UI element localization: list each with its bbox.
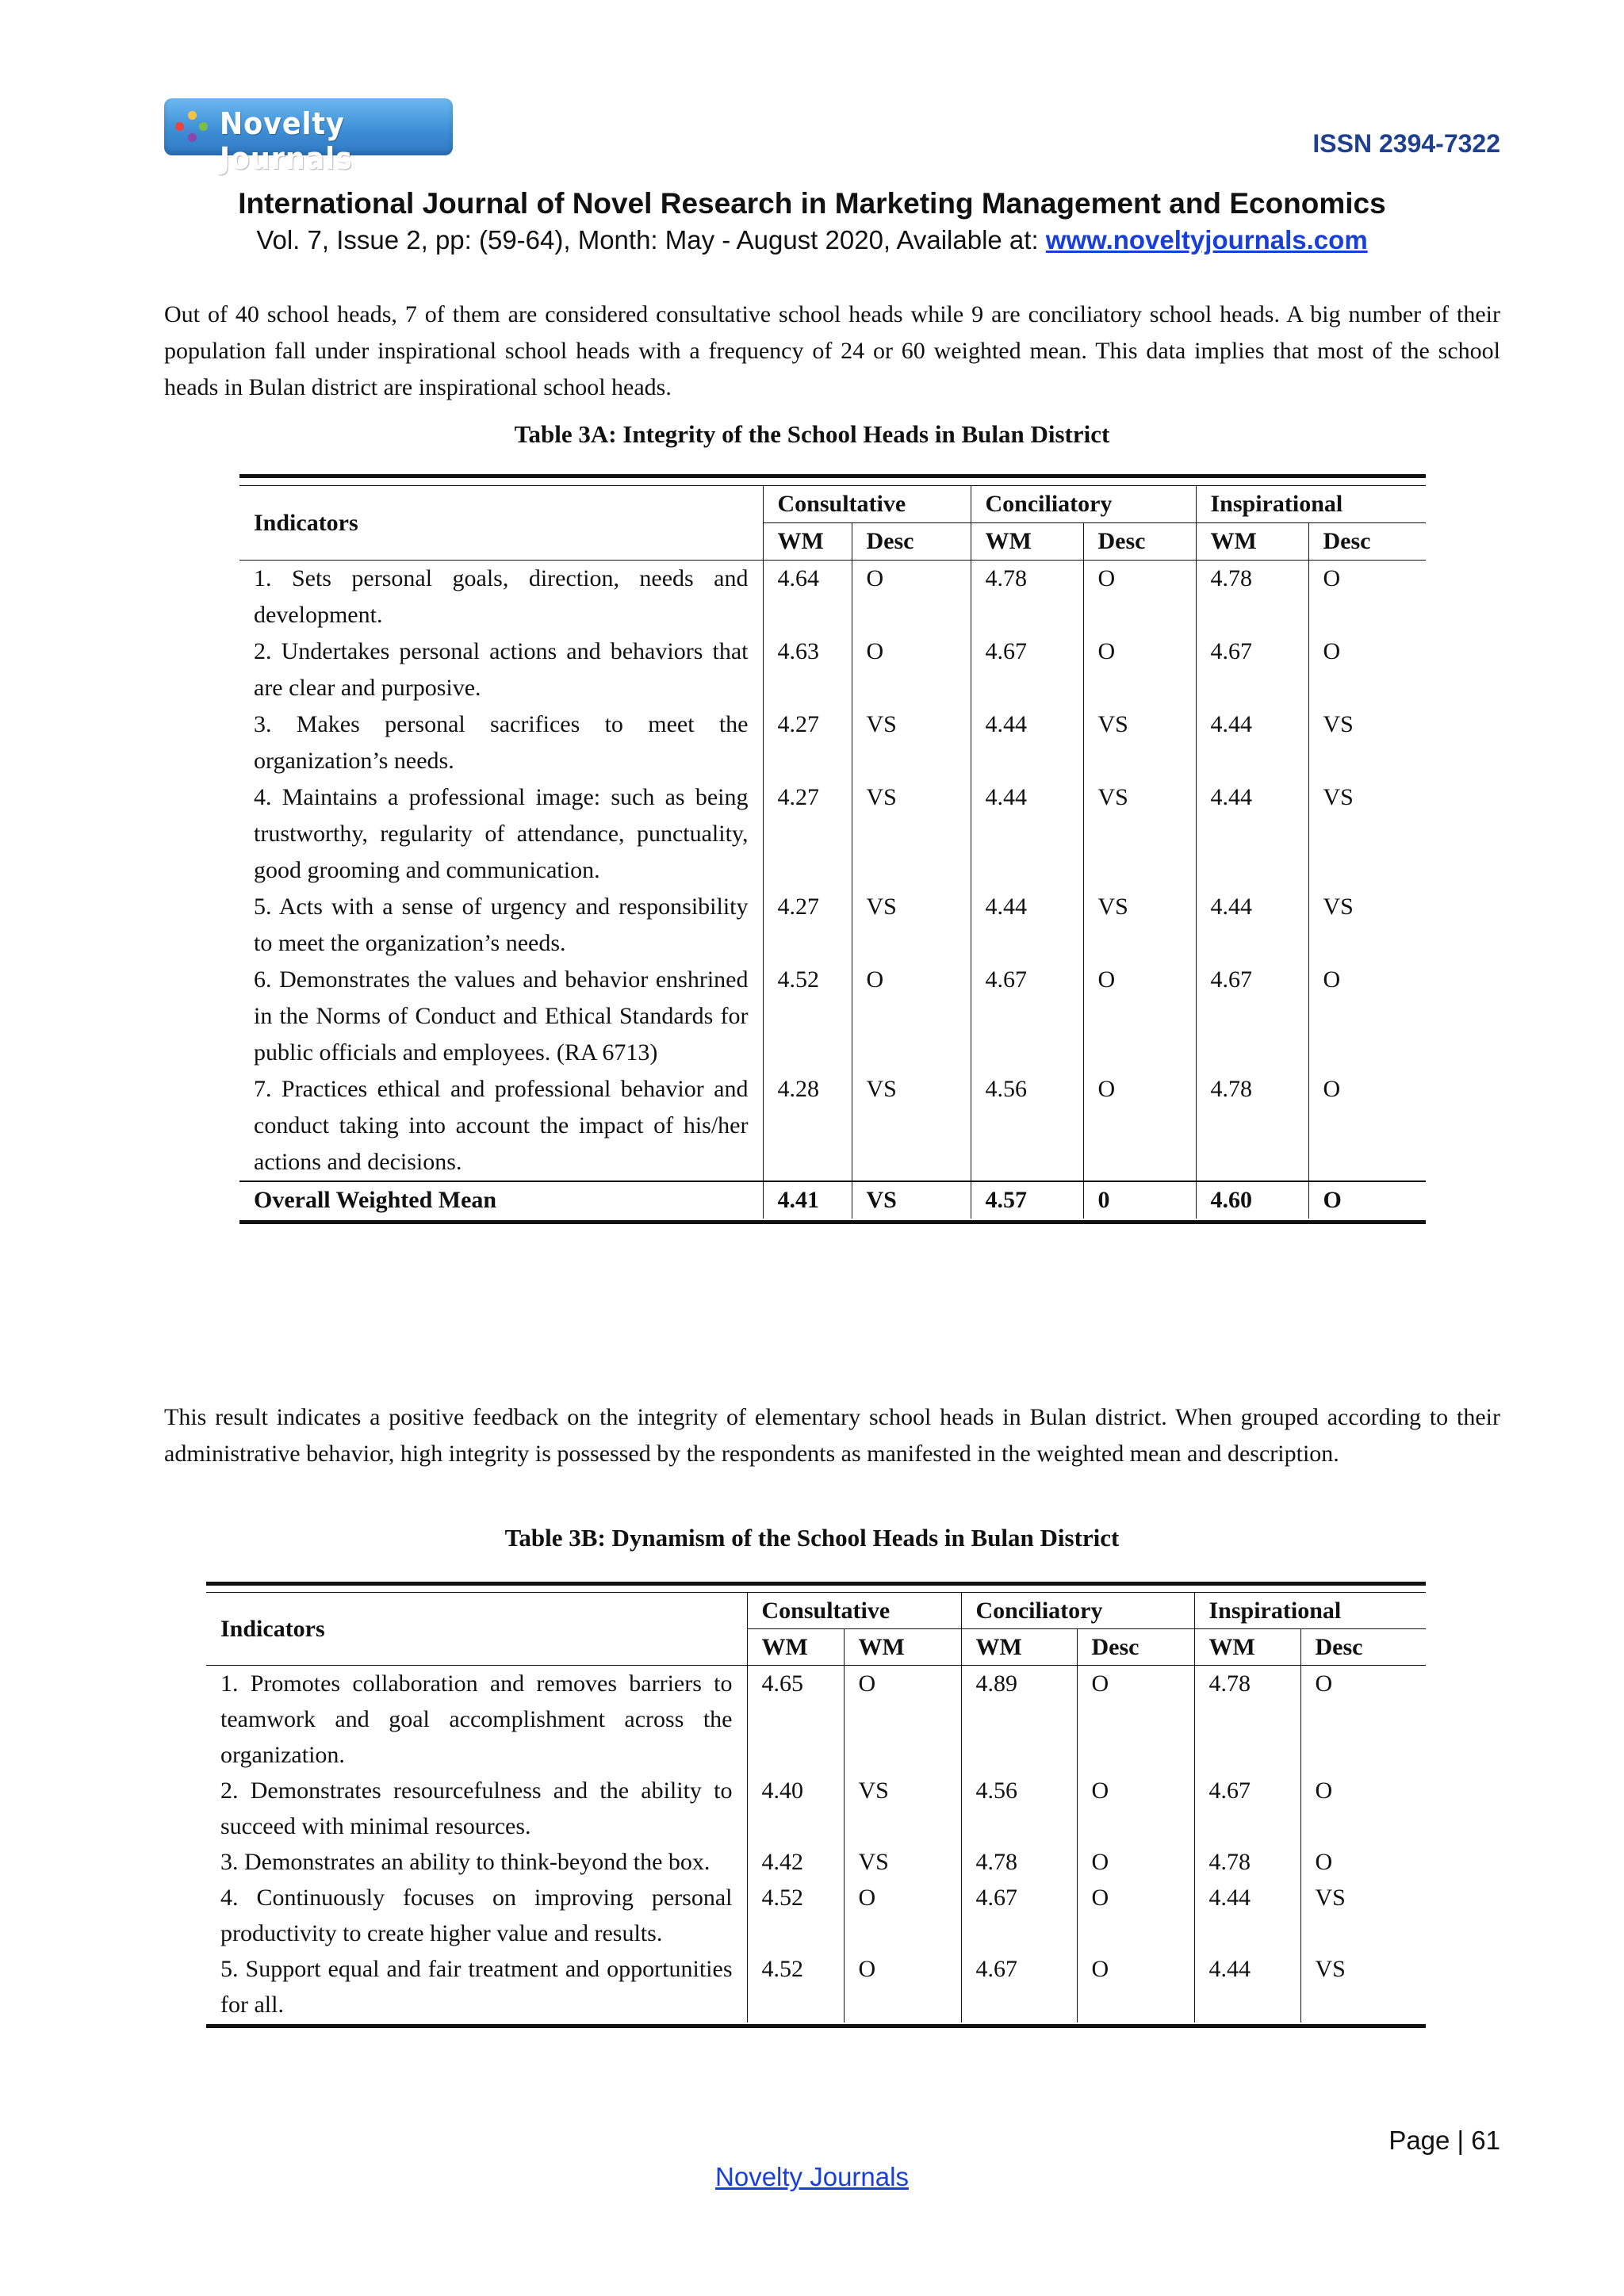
footer-link[interactable]: Novelty Journals bbox=[715, 2162, 909, 2191]
value-cell: O bbox=[1323, 1076, 1341, 1102]
value-cell: VS bbox=[852, 889, 971, 962]
value-cell: O bbox=[852, 561, 971, 634]
value-cell: 4.64 bbox=[763, 561, 852, 634]
table-3a bbox=[239, 485, 1426, 1219]
table-row bbox=[239, 706, 1426, 779]
indicator-cell: 5. Support equal and fair treatment and opportunities for all. bbox=[206, 1951, 747, 2022]
indicator-cell: 6. Demonstrates the values and behavior enshrined in the Norms of Conduct and Ethical Standards for public officials and employees. (RA 6713) bbox=[239, 962, 763, 1071]
value-cell: O bbox=[1315, 1849, 1333, 1875]
subheader: Desc bbox=[1083, 523, 1196, 561]
subheader: WM bbox=[763, 523, 852, 561]
subheader: Desc bbox=[1323, 528, 1371, 554]
overall-value: VS bbox=[852, 1181, 971, 1219]
volume-info-text: Vol. 7, Issue 2, pp: (59-64), Month: May - August 2020, Available at: bbox=[256, 225, 1046, 254]
subheader: WM bbox=[1196, 523, 1308, 561]
journal-title: International Journal of Novel Research in Marketing Management and Economics bbox=[238, 187, 1386, 220]
subheader: WM bbox=[844, 1629, 961, 1666]
value-cell: O bbox=[1077, 1773, 1194, 1844]
value-cell: O bbox=[1323, 966, 1341, 993]
value-cell: 4.44 bbox=[1196, 779, 1308, 889]
value-cell: 4.67 bbox=[1194, 1773, 1300, 1844]
value-cell: O bbox=[1077, 1951, 1194, 2022]
value-cell: O bbox=[844, 1951, 961, 2022]
value-cell: VS bbox=[1315, 1956, 1346, 1982]
website-link[interactable]: www.noveltyjournals.com bbox=[1045, 225, 1368, 254]
value-cell: O bbox=[1083, 633, 1196, 706]
table-row bbox=[239, 1071, 1426, 1181]
issn: ISSN 2394-7322 bbox=[1312, 129, 1500, 158]
indicator-cell: 1. Promotes collaboration and removes barriers to teamwork and goal accomplishment across the organization. bbox=[206, 1666, 747, 1774]
value-cell: 4.40 bbox=[747, 1773, 844, 1844]
value-cell: 4.28 bbox=[763, 1071, 852, 1181]
subheader: WM bbox=[971, 523, 1083, 561]
table-3a-caption: Table 3A: Integrity of the School Heads in Bulan District bbox=[514, 420, 1110, 448]
table-row bbox=[206, 1844, 1426, 1880]
table-3b-caption: Table 3B: Dynamism of the School Heads in Bulan District bbox=[504, 1524, 1120, 1552]
subheader: Desc bbox=[1077, 1629, 1194, 1666]
value-cell: 4.56 bbox=[961, 1773, 1077, 1844]
value-cell: O bbox=[1323, 565, 1341, 591]
value-cell: 4.89 bbox=[961, 1666, 1077, 1774]
indicator-cell: 2. Demonstrates resourcefulness and the ability to succeed with minimal resources. bbox=[206, 1773, 747, 1844]
table-3a-top-rule bbox=[239, 474, 1426, 478]
table-row bbox=[239, 561, 1426, 634]
overall-value: 0 bbox=[1083, 1181, 1196, 1219]
value-cell: 4.67 bbox=[961, 1880, 1077, 1951]
page-number: Page | 61 bbox=[1388, 2126, 1500, 2155]
value-cell: O bbox=[1077, 1666, 1194, 1774]
logo-dots-icon bbox=[175, 111, 209, 144]
subheader: Desc bbox=[1315, 1634, 1363, 1660]
indicator-cell: 3. Demonstrates an ability to think-beyond the box. bbox=[206, 1844, 747, 1880]
subheader: WM bbox=[747, 1629, 844, 1666]
value-cell: O bbox=[1083, 962, 1196, 1071]
value-cell: O bbox=[1077, 1880, 1194, 1951]
table-3b-top-rule bbox=[206, 1582, 1426, 1586]
value-cell: VS bbox=[1315, 1885, 1346, 1911]
indicator-cell: 4. Continuously focuses on improving personal productivity to create higher value and results. bbox=[206, 1880, 747, 1951]
value-cell: 4.67 bbox=[971, 633, 1083, 706]
indicator-cell: 7. Practices ethical and professional behavior and conduct taking into account the impact of his/her actions and decisions. bbox=[239, 1071, 763, 1181]
value-cell: VS bbox=[844, 1844, 961, 1880]
table-row bbox=[239, 889, 1426, 962]
value-cell: 4.78 bbox=[1194, 1844, 1300, 1880]
overall-value: 4.57 bbox=[971, 1181, 1083, 1219]
value-cell: 4.63 bbox=[763, 633, 852, 706]
table-row bbox=[206, 1880, 1426, 1951]
value-cell: O bbox=[1083, 1071, 1196, 1181]
overall-value: O bbox=[1323, 1187, 1342, 1213]
value-cell: 4.67 bbox=[971, 962, 1083, 1071]
value-cell: 4.44 bbox=[971, 706, 1083, 779]
value-cell: VS bbox=[1323, 784, 1354, 810]
overall-value: 4.60 bbox=[1196, 1181, 1308, 1219]
indicator-cell: 5. Acts with a sense of urgency and responsibility to meet the organization’s needs. bbox=[239, 889, 763, 962]
value-cell: 4.65 bbox=[747, 1666, 844, 1774]
value-cell: VS bbox=[1083, 779, 1196, 889]
value-cell: 4.67 bbox=[1196, 962, 1308, 1071]
value-cell: 4.52 bbox=[747, 1880, 844, 1951]
table-row bbox=[239, 779, 1426, 889]
value-cell: 4.27 bbox=[763, 706, 852, 779]
logo-text: Novelty Journals bbox=[220, 106, 353, 176]
value-cell: O bbox=[1077, 1844, 1194, 1880]
table-3b bbox=[206, 1592, 1426, 2022]
value-cell: VS bbox=[1083, 706, 1196, 779]
table-row bbox=[206, 1773, 1426, 1844]
value-cell: VS bbox=[844, 1773, 961, 1844]
table-3a-bottom-rule bbox=[239, 1220, 1426, 1224]
value-cell: 4.42 bbox=[747, 1844, 844, 1880]
group-header-consultative: Consultative bbox=[747, 1593, 961, 1629]
table-row bbox=[206, 1951, 1426, 2022]
group-header-consultative: Consultative bbox=[763, 486, 971, 523]
table-row bbox=[206, 1666, 1426, 1774]
overall-label: Overall Weighted Mean bbox=[239, 1181, 763, 1219]
value-cell: VS bbox=[852, 706, 971, 779]
journal-volume-info bbox=[0, 225, 1624, 255]
table-3b-bottom-rule bbox=[206, 2024, 1426, 2028]
group-header-inspirational: Inspirational bbox=[1194, 1593, 1426, 1629]
value-cell: VS bbox=[852, 1071, 971, 1181]
value-cell: VS bbox=[1323, 711, 1354, 737]
value-cell: 4.27 bbox=[763, 779, 852, 889]
value-cell: O bbox=[1083, 561, 1196, 634]
value-cell: O bbox=[852, 633, 971, 706]
group-header-inspirational: Inspirational bbox=[1196, 486, 1426, 523]
value-cell: 4.78 bbox=[961, 1844, 1077, 1880]
table-row bbox=[239, 962, 1426, 1071]
value-cell: 4.78 bbox=[1194, 1666, 1300, 1774]
group-header-conciliatory: Conciliatory bbox=[961, 1593, 1194, 1629]
value-cell: VS bbox=[852, 779, 971, 889]
overall-value: 4.41 bbox=[763, 1181, 852, 1219]
indicator-cell: 3. Makes personal sacrifices to meet the organization’s needs. bbox=[239, 706, 763, 779]
group-header-conciliatory: Conciliatory bbox=[971, 486, 1196, 523]
indicators-header: Indicators bbox=[239, 486, 763, 561]
value-cell: O bbox=[844, 1666, 961, 1774]
table-row bbox=[239, 633, 1426, 706]
subheader: Desc bbox=[852, 523, 971, 561]
subheader: WM bbox=[1194, 1629, 1300, 1666]
value-cell: 4.78 bbox=[971, 561, 1083, 634]
indicator-cell: 4. Maintains a professional image: such as being trustworthy, regularity of attendance, punctuality, good grooming and communication. bbox=[239, 779, 763, 889]
value-cell: 4.67 bbox=[961, 1951, 1077, 2022]
value-cell: 4.78 bbox=[1196, 1071, 1308, 1181]
indicator-cell: 1. Sets personal goals, direction, needs and development. bbox=[239, 561, 763, 634]
value-cell: VS bbox=[1083, 889, 1196, 962]
indicator-cell: 2. Undertakes personal actions and behaviors that are clear and purposive. bbox=[239, 633, 763, 706]
value-cell: 4.44 bbox=[1196, 889, 1308, 962]
indicators-header: Indicators bbox=[206, 1593, 747, 1666]
value-cell: O bbox=[852, 962, 971, 1071]
value-cell: O bbox=[1315, 1670, 1333, 1697]
value-cell: O bbox=[1323, 638, 1341, 664]
value-cell: 4.27 bbox=[763, 889, 852, 962]
value-cell: 4.56 bbox=[971, 1071, 1083, 1181]
value-cell: 4.44 bbox=[1194, 1951, 1300, 2022]
value-cell: 4.78 bbox=[1196, 561, 1308, 634]
value-cell: 4.52 bbox=[747, 1951, 844, 2022]
paragraph-2: This result indicates a positive feedback on the integrity of elementary school heads in Bulan district. When grouped according to their administrative behavior, high integrity is possessed by the respondents as manifested in the weighted mean and description. bbox=[164, 1404, 1500, 1467]
value-cell: O bbox=[844, 1880, 961, 1951]
value-cell: 4.44 bbox=[971, 779, 1083, 889]
subheader: WM bbox=[961, 1629, 1077, 1666]
value-cell: 4.67 bbox=[1196, 633, 1308, 706]
value-cell: O bbox=[1315, 1777, 1333, 1804]
novelty-journals-logo bbox=[164, 98, 453, 176]
value-cell: VS bbox=[1323, 894, 1354, 920]
value-cell: 4.44 bbox=[1194, 1880, 1300, 1951]
value-cell: 4.44 bbox=[1196, 706, 1308, 779]
value-cell: 4.52 bbox=[763, 962, 852, 1071]
value-cell: 4.44 bbox=[971, 889, 1083, 962]
paragraph-1: Out of 40 school heads, 7 of them are considered consultative school heads while 9 are conciliatory school heads. A big number of their population fall under inspirational school heads with a frequency of 24 or 60 weighted mean. This data implies that most of the school heads in Bulan district are inspirational school heads. bbox=[164, 301, 1500, 400]
